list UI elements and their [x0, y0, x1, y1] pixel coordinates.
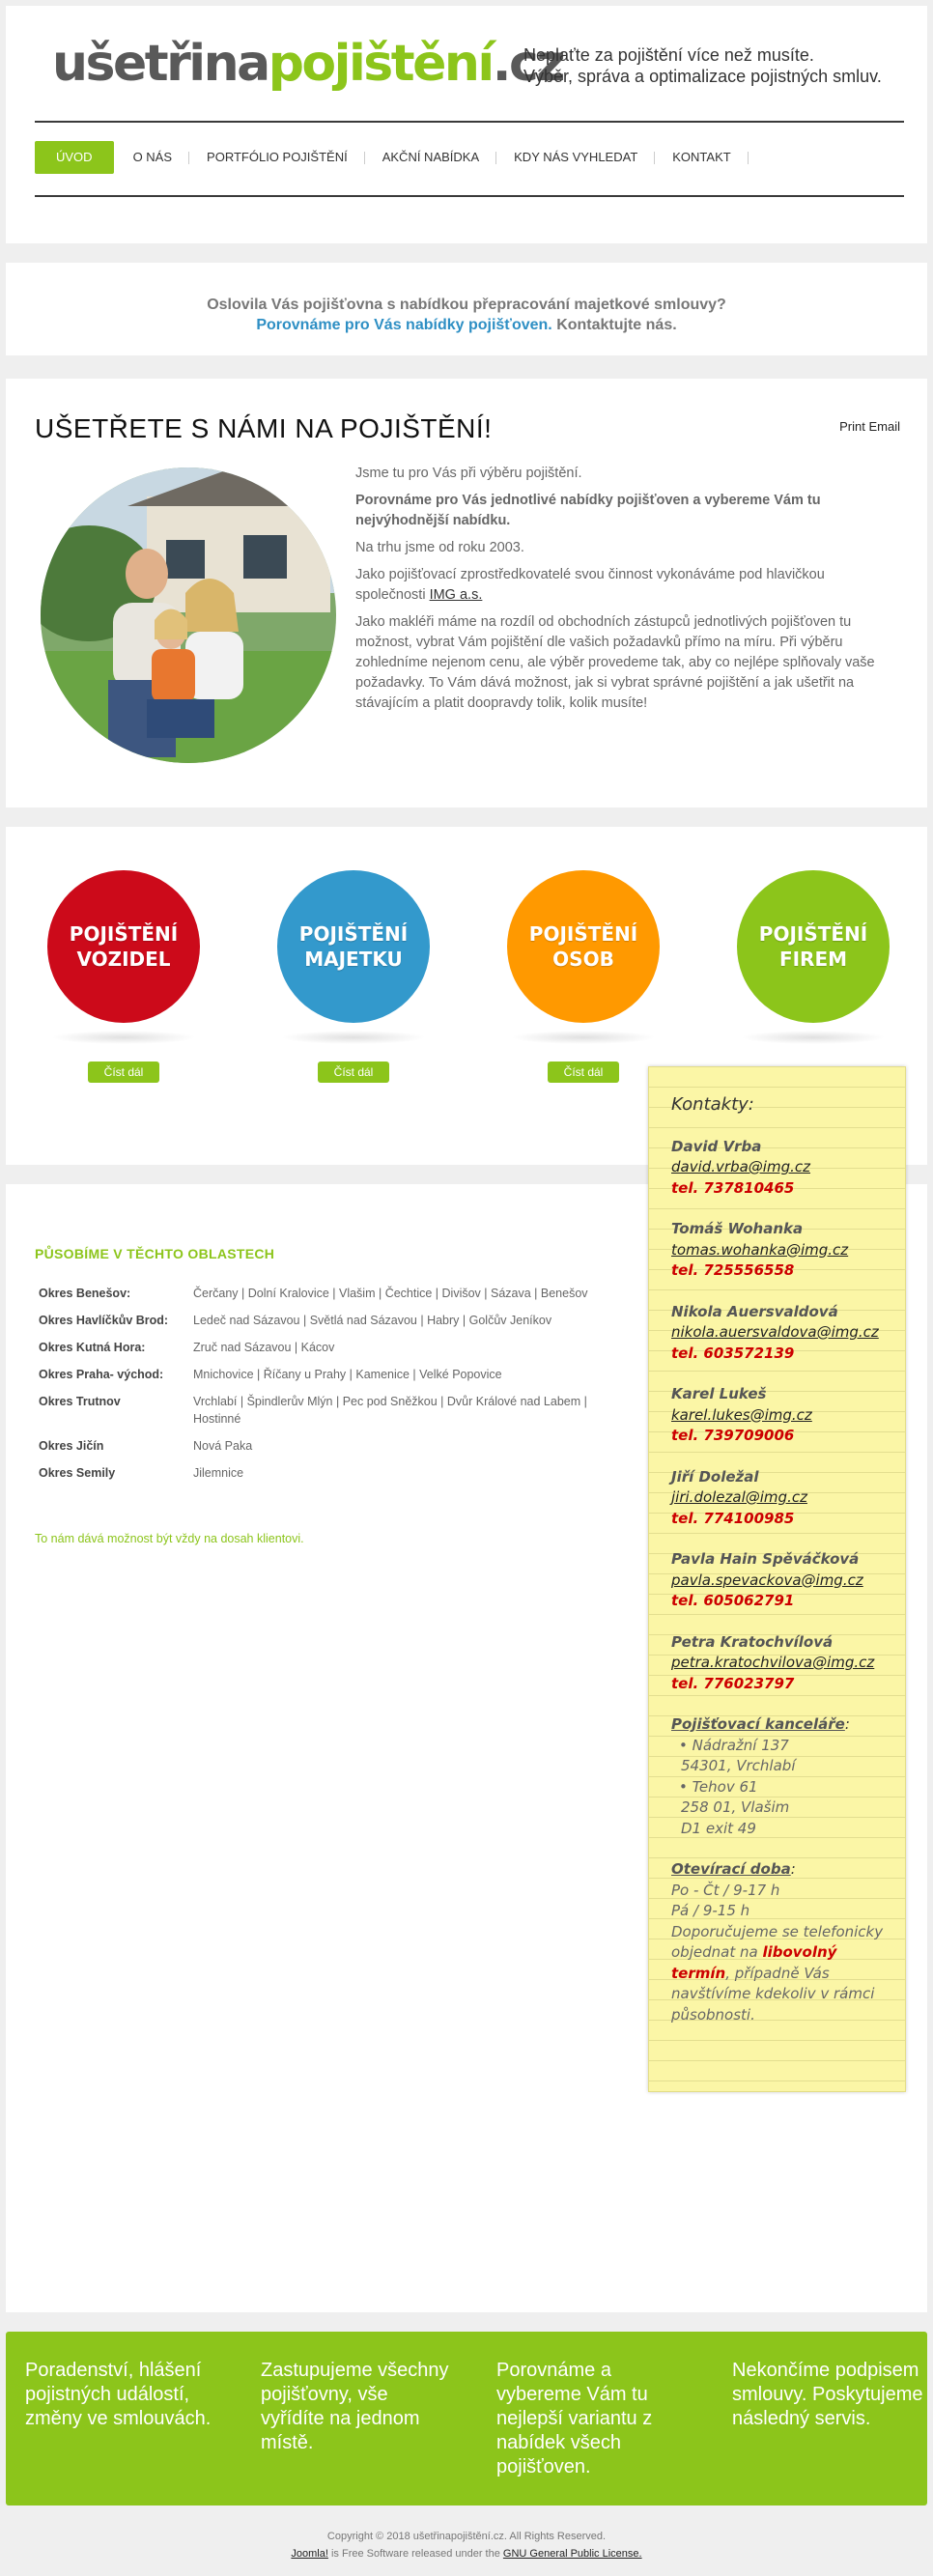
header-divider-top — [35, 121, 904, 123]
contact-phone: tel. 605062791 — [671, 1592, 795, 1609]
intro-p3: Na trhu jsme od roku 2003. — [355, 540, 524, 555]
logo-part-dark: ušetřina — [52, 35, 269, 93]
benefit-text: Poradenství, hlášení pojistných událostí, změny ve smlouvách. — [25, 2360, 212, 2429]
contact-phone: tel. 774100985 — [671, 1509, 795, 1527]
circle-pojisteni-osob[interactable] — [507, 870, 660, 1023]
district-name: Okres Trutnov — [39, 1395, 121, 1408]
circle-majetku-line1: POJIŠTĚNÍ — [298, 922, 409, 946]
intro-p4 — [355, 565, 894, 606]
family-photo — [41, 467, 336, 763]
district-towns: Mnichovice | Říčany u Prahy | Kamenice | Velké Popovice — [193, 1368, 502, 1381]
intro-panel — [6, 379, 927, 807]
areas-title: PŮSOBÍME V TĚCHTO OBLASTECH — [35, 1246, 275, 1261]
nav-item-uvod[interactable]: ÚVOD — [35, 141, 114, 174]
contact-email-link[interactable]: pavla.spevackova@img.cz — [671, 1571, 863, 1589]
contact-email-link[interactable]: karel.lukes@img.cz — [671, 1405, 812, 1424]
contact-phone: tel. 725556558 — [671, 1261, 795, 1279]
offices-heading: Pojišťovací kanceláře — [671, 1715, 845, 1733]
benefits-band — [6, 2332, 927, 2505]
service-majetku — [267, 870, 440, 1083]
intro-p4-text: Jako pojišťovací zprostředkovatelé svou činnost vykonáváme pod hlavičkou společnosti — [355, 567, 825, 603]
nav-item-kdy-nas-vyhledat[interactable]: KDY NÁS VYHLEDAT — [496, 141, 655, 174]
contact-name: Pavla Hain Spěváčková — [671, 1550, 860, 1568]
circle-vozidel-line1: POJIŠTĚNÍ — [69, 922, 179, 946]
circle-firem-line1: POJIŠTĚNÍ — [758, 922, 868, 946]
circle-vozidel-line2: VOZIDEL — [76, 948, 171, 971]
contact-person — [671, 1219, 891, 1282]
district-towns: Ledeč nad Sázavou | Světlá nad Sázavou | Habry | Golčův Jeníkov — [193, 1314, 552, 1327]
promo-question: Oslovila Vás pojišťovna s nabídkou přepracování majetkové smlouvy? — [207, 297, 726, 313]
nav-item-portfolio[interactable]: PORTFÓLIO POJIŠTĚNÍ — [189, 141, 365, 174]
contact-email-link[interactable]: tomas.wohanka@img.cz — [671, 1240, 849, 1259]
table-row — [35, 1460, 599, 1487]
hours-block: Otevírací doba: Po - Čt / 9-17 h Pá / 9-15 h Doporučujeme se telefonicky objednat na libovolný termín, případně Vás navštívíme kdekoliv v rámci působnosti. — [671, 1859, 891, 2025]
benefit-text: Porovnáme a vybereme Vám tu nejlepší variantu z nabídek všech pojišťoven. — [496, 2360, 653, 2477]
contact-name: Petra Kratochvílová — [671, 1632, 834, 1651]
logo-part-tld: .cz — [492, 35, 564, 93]
main-nav — [35, 141, 749, 174]
district-name: Okres Jičín — [39, 1439, 104, 1453]
intro-text — [355, 464, 894, 721]
contact-name: Tomáš Wohanka — [671, 1220, 804, 1237]
benefit-text: Nekončíme podpisem smlouvy. Poskytujeme následný servis. — [732, 2360, 923, 2429]
office-line: • Tehov 61 — [679, 1777, 758, 1796]
joomla-credit-text: is Free Software released under the — [327, 2548, 503, 2560]
header-panel — [6, 6, 927, 243]
district-towns: Čerčany | Dolní Kralovice | Vlašim | Čechtice | Divišov | Sázava | Benešov — [193, 1287, 588, 1300]
copyright-text: Copyright © 2018 ušetřinapojištění.cz. All Rights Reserved. — [326, 2531, 607, 2542]
service-osob — [496, 870, 670, 1083]
contact-name: Jiří Doležal — [671, 1467, 759, 1486]
contact-email-link[interactable]: david.vrba@img.cz — [671, 1158, 810, 1175]
office-line: 54301, Vrchlabí — [681, 1757, 796, 1774]
table-row — [35, 1281, 599, 1308]
nav-item-akcni-nabidka[interactable]: AKČNÍ NABÍDKA — [365, 141, 496, 174]
contact-email-link[interactable]: petra.kratochvilova@img.cz — [671, 1654, 875, 1671]
contact-person — [671, 1137, 891, 1200]
contact-email-link[interactable]: nikola.auersvaldova@img.cz — [671, 1323, 879, 1341]
contact-name: Nikola Auersvaldová — [671, 1302, 838, 1320]
contact-person — [671, 1632, 891, 1695]
nav-item-kontakt[interactable]: KONTAKT — [655, 141, 748, 174]
site-logo[interactable] — [52, 35, 564, 93]
circle-shadow — [511, 1031, 656, 1044]
table-row — [35, 1308, 599, 1335]
circle-shadow — [741, 1031, 886, 1044]
contact-phone: tel. 776023797 — [671, 1674, 795, 1692]
promo-compare-link[interactable]: Porovnáme pro Vás nabídky pojišťoven. — [256, 317, 552, 333]
hours-heading: Otevírací doba — [671, 1860, 791, 1878]
table-row — [35, 1362, 599, 1389]
circle-osob-line1: POJIŠTĚNÍ — [528, 922, 638, 946]
read-more-button-osob[interactable]: Číst dál — [548, 1062, 619, 1083]
circle-pojisteni-firem[interactable] — [737, 870, 890, 1023]
advice-pre: Doporučujeme se telefonicky objednat na — [671, 1922, 884, 1961]
offices-block: Pojišťovací kanceláře: • Nádražní 137 54301, Vrchlabí • Tehov 61 258 01, Vlašim D1 exit 49 — [671, 1714, 891, 1839]
tagline-line1: Neplaťte za pojištění více než musíte. — [523, 45, 814, 65]
logo-part-green: pojištění — [268, 35, 493, 93]
contact-phone: tel. 739709006 — [671, 1427, 795, 1444]
tagline-line2: Výběr, správa a optimalizace pojistných smluv. — [523, 67, 882, 86]
district-name: Okres Havlíčkův Brod: — [39, 1314, 169, 1327]
contacts-note — [648, 1066, 906, 2092]
hours-line: Po - Čt / 9-17 h — [671, 1881, 780, 1899]
district-name: Okres Kutná Hora: — [39, 1341, 146, 1354]
service-firem — [726, 870, 900, 1044]
contact-person — [671, 1467, 891, 1530]
areas-table — [35, 1281, 599, 1487]
office-line: 258 01, Vlašim — [681, 1798, 790, 1816]
hours-line: Pá / 9-15 h — [671, 1902, 750, 1919]
contact-phone: tel. 737810465 — [671, 1178, 795, 1197]
district-towns: Nová Paka — [193, 1439, 253, 1453]
joomla-credit — [0, 2545, 933, 2562]
district-name: Okres Praha- východ: — [39, 1368, 164, 1381]
gpl-license-link[interactable]: GNU General Public License. — [502, 2548, 642, 2560]
circle-majetku-line2: MAJETKU — [304, 948, 403, 971]
circle-shadow — [51, 1031, 196, 1044]
office-line: • Nádražní 137 — [679, 1736, 789, 1754]
promo-cta — [6, 317, 927, 334]
table-row — [35, 1335, 599, 1362]
contact-name: Karel Lukeš — [671, 1385, 767, 1402]
img-company-link[interactable]: IMG a.s. — [429, 587, 483, 603]
intro-p1: Jsme tu pro Vás při výběru pojištění. — [355, 466, 582, 481]
tagline — [523, 44, 882, 87]
circle-osob-line2: OSOB — [552, 948, 614, 971]
joomla-link[interactable]: Joomla! — [291, 2548, 328, 2560]
intro-p2: Porovnáme pro Vás jednotlivé nabídky pojišťoven a vybereme Vám tu nejvýhodnější nabídku. — [355, 493, 821, 528]
district-towns: Zruč nad Sázavou | Kácov — [193, 1341, 335, 1354]
contact-person — [671, 1549, 891, 1612]
contact-phone: tel. 603572139 — [671, 1344, 795, 1362]
table-row — [35, 1433, 599, 1460]
circle-firem-line2: FIREM — [778, 948, 848, 971]
circle-pojisteni-vozidel[interactable] — [47, 870, 200, 1023]
advice-highlight: libovolný termín — [671, 1943, 837, 1982]
contact-person — [671, 1384, 891, 1447]
advice-text — [671, 1922, 891, 2026]
contacts-heading: Kontakty: — [671, 1094, 754, 1115]
footer — [0, 2528, 933, 2562]
nav-item-o-nas[interactable]: O NÁS — [116, 141, 189, 174]
service-vozidel — [37, 870, 211, 1083]
contact-name: David Vrba — [671, 1137, 762, 1155]
district-towns: Jilemnice — [193, 1466, 244, 1480]
read-more-button-majetku[interactable]: Číst dál — [318, 1062, 389, 1083]
page-title: UŠETŘETE S NÁMI NA POJIŠTĚNÍ! — [35, 413, 493, 443]
family-photo-illustration — [41, 467, 336, 763]
circle-pojisteni-majetku[interactable] — [277, 870, 430, 1023]
district-name: Okres Benešov: — [39, 1287, 131, 1300]
circle-shadow — [281, 1031, 426, 1044]
promo-panel — [6, 263, 927, 355]
intro-p5: Jako makléři máme na rozdíl od obchodních zástupců jednotlivých pojišťoven tu možnost, vybrat Vám pojištění dle vašich požadavků přímo na míru. Při výběru zohledníme nejenom cenu, ale výběr provedeme tak, aby co nejlépe splňovaly vaše požadavky. To Vám dává možnost, jak si vybrat správné pojištění a jak ušetřit na stávajícím a platit doopravdy tolik, kolik musíte! — [355, 614, 875, 711]
office-line: D1 exit 49 — [681, 1819, 756, 1837]
advice-post: , případně Vás navštívíme kdekoliv v rámci působnosti. — [671, 1964, 875, 2024]
district-name: Okres Semily — [39, 1466, 116, 1480]
areas-note: To nám dává možnost být vždy na dosah klientovi. — [35, 1532, 304, 1545]
header-divider-bottom — [35, 195, 904, 197]
promo-contact-text: Kontaktujte nás. — [551, 317, 677, 333]
print-email-link[interactable]: Print Email — [839, 419, 900, 434]
district-towns: Vrchlabí | Špindlerův Mlýn | Pec pod Sněžkou | Dvůr Králové nad Labem | Hostinné — [193, 1395, 587, 1426]
contact-person — [671, 1302, 891, 1365]
benefit-text: Zastupujeme všechny pojišťovny, vše vyřídíte na jednom místě. — [261, 2360, 449, 2453]
read-more-button-vozidel[interactable]: Číst dál — [88, 1062, 159, 1083]
table-row — [35, 1389, 599, 1433]
contact-email-link[interactable]: jiri.dolezal@img.cz — [671, 1488, 807, 1506]
